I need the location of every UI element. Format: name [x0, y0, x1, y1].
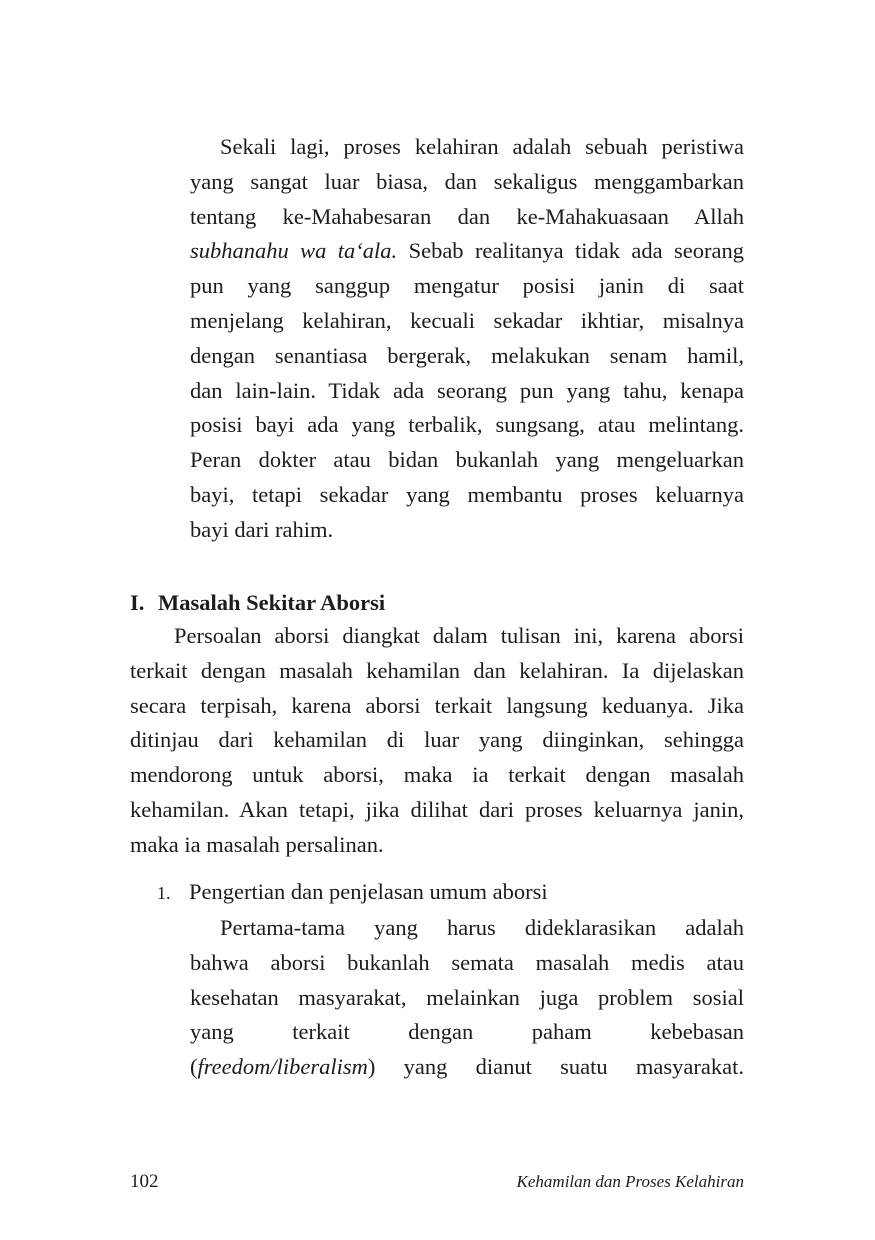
text-line: tentang ke-Mahabesaran dan ke-Mahakuasaan Allah: [190, 203, 744, 229]
section-heading: [130, 588, 385, 618]
text-line: yang sangat luar biasa, dan sekaligus menggambarkan: [190, 168, 744, 194]
text-line: menjelang kelahiran, kecuali sekadar ikhtiar, misalnya: [190, 307, 744, 333]
text-line: yang terkait dengan paham kebebasan: [190, 1019, 744, 1045]
italic-phrase: subhanahu wa ta‘ala.: [190, 238, 398, 264]
body-paragraph-1: [190, 130, 744, 548]
text-line: Sekali lagi, proses kelahiran adalah sebuah peristiwa: [220, 134, 744, 159]
text-line: posisi bayi ada yang terbalik, sungsang, atau melintang.: [190, 412, 744, 438]
text-fragment: (: [190, 1054, 198, 1080]
text-line: secara terpisah, karena aborsi terkait langsung keduanya. Jika: [130, 692, 744, 718]
text-line: bayi dari rahim.: [190, 516, 334, 542]
body-paragraph-3: [190, 911, 744, 1085]
section-number: I.: [130, 590, 145, 615]
text-line: [190, 234, 744, 269]
subsection-heading: [157, 877, 548, 908]
text-line: mendorong untuk aborsi, maka ia terkait dengan masalah: [130, 762, 744, 788]
text-line: dan lain-lain. Tidak ada seorang pun yang tahu, kenapa: [190, 377, 744, 403]
italic-phrase: freedom/liberalism: [197, 1054, 368, 1080]
text-line: bahwa aborsi bukanlah semata masalah medis atau: [190, 949, 744, 975]
subsection-number: 1.: [157, 883, 171, 903]
text-line: bayi, tetapi sekadar yang membantu proses keluarnya: [190, 481, 744, 507]
text-line: Persoalan aborsi diangkat dalam tulisan ini, karena aborsi: [174, 623, 744, 648]
text-fragment: ): [367, 1054, 376, 1080]
page-number: 102: [130, 1171, 159, 1192]
text-line: terkait dengan masalah kehamilan dan kelahiran. Ia dijelaskan: [130, 657, 744, 683]
text-line: kehamilan. Akan tetapi, jika dilihat dari proses keluarnya janin,: [130, 796, 744, 822]
text-line: pun yang sanggup mengatur posisi janin di saat: [190, 273, 744, 299]
section-title: Masalah Sekitar Aborsi: [158, 590, 386, 615]
text-line: ditinjau dari kehamilan di luar yang diinginkan, sehingga: [130, 727, 744, 753]
text-line: Pertama-tama yang harus dideklarasikan adalah: [220, 915, 744, 940]
text-line: kesehatan masyarakat, melainkan juga problem sosial: [190, 984, 744, 1010]
subsection-title: Pengertian dan penjelasan umum aborsi: [189, 879, 548, 904]
text-line: dengan senantiasa bergerak, melakukan senam hamil,: [190, 342, 744, 368]
running-title: Kehamilan dan Proses Kelahiran: [516, 1172, 744, 1191]
text-line: [190, 1050, 744, 1085]
text-line: maka ia masalah persalinan.: [130, 831, 384, 857]
body-paragraph-2: [130, 619, 744, 863]
text-fragment: yang dianut suatu masyarakat.: [375, 1054, 744, 1080]
text-fragment: Sebab realitanya tidak ada seorang: [397, 238, 744, 264]
text-line: Peran dokter atau bidan bukanlah yang mengeluarkan: [190, 447, 744, 473]
